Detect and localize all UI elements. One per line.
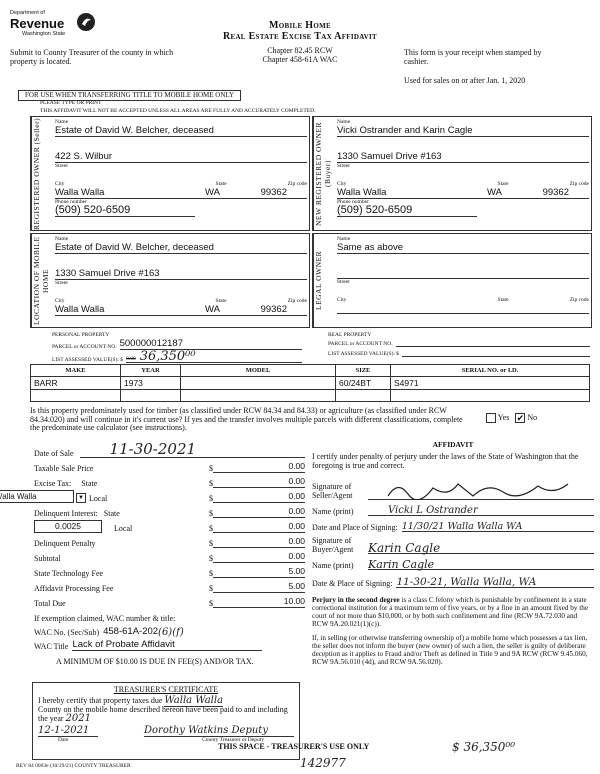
model-cell[interactable]	[181, 377, 336, 390]
size-cell[interactable]: 60/24BT	[336, 377, 391, 390]
buyer-state-label: State	[497, 181, 509, 187]
affidavit-section	[312, 440, 594, 666]
transfer-banner: FOR USE WHEN TRANSFERRING TITLE TO MOBILE HOME ONLY	[18, 90, 241, 101]
wac-title[interactable]: Lack of Probate Affidavit	[72, 639, 262, 651]
treasurer-use-label: THIS SPACE - TREASURER'S USE ONLY	[218, 742, 370, 751]
receipt-number: 142977	[300, 756, 346, 770]
treasurer-line2: County on the mobile home described hereon have been paid to and including the year	[38, 705, 288, 723]
make-cell[interactable]	[31, 390, 121, 402]
real-assessed-label: LIST ASSESSED VALUE(S): $	[328, 351, 400, 357]
total-due[interactable]: 10.00	[213, 596, 305, 608]
delinq-local-label: Local	[114, 524, 133, 533]
legal-city-label: City	[337, 297, 347, 303]
table-row	[31, 377, 590, 390]
dollar-1: $	[209, 464, 213, 473]
legal-owner-section	[312, 233, 592, 328]
form-title-1: Mobile Home	[269, 20, 331, 31]
treasurer-date: 12-1-2021	[38, 725, 98, 737]
buyer-sig-label: Signature of Buyer/Agent	[312, 536, 354, 554]
dor-logo	[8, 8, 100, 44]
seller-name[interactable]: Estate of David W. Belcher, deceased	[55, 125, 307, 137]
delinq-interest-label: Delinquent Interest:	[34, 509, 98, 518]
buyer-street[interactable]: 1330 Samuel Drive #163	[337, 151, 589, 163]
real-assessed-input[interactable]	[402, 348, 590, 357]
delinq-state-label: State	[103, 509, 120, 518]
seller-side-label: REGISTERED OWNER (Seller)	[31, 117, 53, 230]
location-street-label: Street	[55, 280, 68, 286]
buyer-side-label: NEW REGISTERED OWNER (Buyer)	[313, 117, 335, 230]
yes-checkbox[interactable]	[486, 413, 496, 423]
real-parcel-input[interactable]	[396, 338, 590, 347]
print-note: PLEASE TYPE OR PRINT	[40, 100, 102, 106]
chapter-1: Chapter 82.45 RCW	[267, 46, 333, 55]
mobile-home-table	[30, 364, 590, 402]
location-zip[interactable]: 99362	[260, 304, 287, 315]
treasurer-line1: I hereby certify that property taxes due	[38, 696, 163, 705]
personal-property-parcel	[52, 332, 302, 363]
real-property-label: REAL PROPERTY	[328, 332, 372, 338]
treasurer-title: TREASURER'S CERTIFICATE	[113, 685, 219, 694]
seller-signature-scribble	[378, 478, 578, 500]
real-parcel-label: PARCEL or ACCOUNT NO.	[328, 341, 393, 347]
dollar-8: $	[209, 569, 213, 578]
year-cell[interactable]: 1973	[121, 377, 181, 390]
buyer-phone-label: Phone number	[337, 199, 369, 205]
subtotal-label: Subtotal	[34, 554, 61, 563]
wac-no-label: WAC No. (Sec/Sub)	[34, 628, 100, 637]
treasurer-signature: Dorothy Watkins Deputy	[144, 725, 294, 737]
wac-title-label: WAC Title	[34, 642, 69, 651]
tax-calculation	[0, 440, 305, 666]
col-make: MAKE	[31, 365, 121, 377]
exemption-label: If exemption claimed, WAC number & title:	[34, 614, 176, 623]
real-property-parcel	[328, 332, 590, 357]
location-street[interactable]: 1330 Samuel Drive #163	[55, 268, 307, 280]
buyer-section	[312, 116, 592, 231]
location-state-label: State	[215, 298, 227, 304]
serial-cell[interactable]: S4971	[391, 377, 590, 390]
seller-zip-label: Zip code	[287, 181, 307, 187]
col-year: YEAR	[121, 365, 181, 377]
logo-line3: Washington State	[22, 31, 66, 37]
dollar-7: $	[209, 554, 213, 563]
wac-number[interactable]: 458-61A-202	[103, 626, 159, 637]
affidavit-fee[interactable]: 5.00	[213, 581, 305, 593]
treasurer-county: Walla Walla	[164, 695, 224, 706]
date-of-sale[interactable]: 11-30-2021	[80, 441, 305, 458]
perjury-text: is a class C felony which is punishable by confinement in a state correctional institution for a maximum term of five years, or by a fine in an amount fixed by the court of not more than $10,000, or by both such confinement and fine (RCW 9A.72.030 and RCW 9A.20.021(1)(c)).	[312, 596, 589, 628]
no-checkbox[interactable]: ✔	[516, 413, 525, 424]
dollar-3: $	[209, 494, 213, 503]
rate-input[interactable]: 0.0025	[34, 520, 102, 533]
table-row	[31, 390, 590, 402]
legal-state-label: State	[497, 297, 509, 303]
location-name-label: Name	[55, 236, 69, 242]
buyer-city[interactable]: Walla Walla	[337, 187, 387, 198]
date-of-sale-label: Date of Sale	[34, 449, 74, 458]
accept-note: THIS AFFIDAVIT WILL NOT BE ACCEPTED UNLESS ALL AREAS ARE FULLY AND ACCURATELY COMPLETED.	[40, 108, 316, 114]
affidavit-title: AFFIDAVIT	[432, 440, 474, 449]
legal-name[interactable]: Same as above	[337, 242, 589, 254]
total-due-label: Total Due	[34, 599, 66, 608]
location-city[interactable]: Walla Walla	[55, 304, 105, 315]
submit-note: Submit to County Treasurer of the county in which property is located.	[10, 48, 174, 66]
delinq-local[interactable]: 0.00	[213, 521, 305, 533]
receipt-note: This form is your receipt when stamped by cashier.	[404, 48, 542, 66]
tech-fee-label: State Technology Fee	[34, 569, 104, 578]
seller-zip[interactable]: 99362	[260, 187, 287, 198]
buyer-print-name[interactable]: Karin Cagle	[368, 560, 594, 570]
buyer-signature[interactable]: Karin Cagle	[368, 544, 594, 554]
chapter-2: Chapter 458-61A WAC	[262, 55, 338, 64]
used-for-note: Used for sales on or after Jan. 1, 2020	[404, 76, 526, 85]
location-zip-label: Zip code	[287, 298, 307, 304]
affidavit-certify: I certify under penalty of perjury under the laws of the State of Washington that the foregoing is true and correct.	[312, 452, 579, 470]
seller-city-label: City	[55, 181, 65, 187]
year-cell[interactable]	[121, 390, 181, 402]
excise-local[interactable]: 0.00	[213, 491, 305, 503]
buyer-street-label: Street	[337, 163, 350, 169]
seller-street-label: Street	[55, 163, 68, 169]
buyer-state[interactable]: WA	[487, 187, 502, 198]
parcel-label: PARCEL or ACCOUNT NO.	[52, 344, 117, 350]
seller-city[interactable]: Walla Walla	[55, 187, 105, 198]
penalty-label: Delinquent Penalty	[34, 539, 96, 548]
seller-print-name[interactable]: Vicki L Ostrander	[368, 506, 594, 516]
make-cell[interactable]: BARR	[31, 377, 121, 390]
seller-date-label: Date and Place of Signing:	[312, 523, 398, 532]
dollar-5: $	[209, 524, 213, 533]
seller-state[interactable]: WA	[205, 187, 220, 198]
location-side-label: LOCATION OF MOBILE HOME	[31, 234, 53, 327]
county-dropdown-icon[interactable]: ▼	[76, 493, 86, 503]
parcel-number[interactable]: 500000012187	[120, 338, 302, 350]
legal-street-label: Street	[337, 279, 350, 285]
excise-local-label: Local	[89, 494, 108, 503]
affidavit-fee-label: Affidavit Processing Fee	[34, 584, 114, 593]
tech-fee[interactable]: 5.00	[213, 566, 305, 578]
seller-date-place[interactable]: 11/30/21 Walla Walla WA	[402, 522, 594, 532]
excise-tax-label: Excise Tax:	[34, 479, 72, 488]
buyer-zip-label: Zip code	[569, 181, 589, 187]
buyer-city-label: City	[337, 181, 347, 187]
seller-print-label: Name (print)	[312, 507, 354, 516]
col-serial: SERIAL NO. or I.D.	[391, 365, 590, 377]
dollar-4: $	[209, 509, 213, 518]
seller-sig-label: Signature of Seller/Agent	[312, 482, 353, 500]
form-number: REV 84 0003e (10/29/21) COUNTY TREASURER	[16, 763, 131, 769]
dollar-9: $	[209, 584, 213, 593]
perjury-bold: Perjury in the second degree	[312, 596, 400, 604]
seller-section	[30, 116, 310, 231]
penalty[interactable]: 0.00	[213, 536, 305, 548]
buyer-name[interactable]: Vicki Ostrander and Karin Cagle	[337, 125, 589, 137]
wa-logo-icon	[76, 12, 96, 32]
personal-property-label: PERSONAL PROPERTY	[52, 332, 110, 338]
serial-cell[interactable]	[391, 390, 590, 402]
size-cell[interactable]	[336, 390, 391, 402]
dollar-10: $	[209, 599, 213, 608]
subtotal[interactable]: 0.00	[213, 551, 305, 563]
wac-number-handwritten: (6)(f)	[158, 627, 184, 638]
seller-street[interactable]: 422 S. Wilbur	[55, 151, 307, 163]
no-label: No	[527, 413, 538, 422]
legal-side-label: LEGAL OWNER	[313, 234, 335, 327]
seller-state-label: State	[215, 181, 227, 187]
seller-signature[interactable]	[368, 478, 594, 500]
taxable-price-label: Taxable Sale Price	[34, 464, 94, 473]
logo-line2: Revenue	[10, 16, 65, 31]
buyer-date-label: Date & Place of Signing:	[312, 579, 393, 588]
dollar-6: $	[209, 539, 213, 548]
timber-question: Is this property predominately used for timber (as classified under RCW 84.34 and 84.33) or agriculture (as classified under RCW 84.34.020) and will continue in it's current use? If yes and the transfer involves multiple parcels with different classifications, complete the predominate use calculator (see instructions).	[30, 406, 463, 432]
buyer-phone[interactable]: (509) 520-6509	[337, 205, 477, 217]
delinq-state[interactable]: 0.00	[213, 506, 305, 518]
model-cell[interactable]	[181, 390, 336, 402]
form-title-2: Real Estate Excise Tax Affidavit	[222, 31, 378, 42]
lien-warning: If, in selling (or otherwise transferring ownership of) a mobile home which possesses a tax lien, the seller does not inform the buyer (new owner) of such a lien, the seller is guilty of deliberate deception as it applies to Fraud and/or Theft as defined in Title 9 and 9A RCW (RCW 9.45.060, RCW 9A.56.010 (4d), and RCW 9A.56.020).	[312, 634, 588, 666]
assessed-struck: 0.00	[126, 356, 136, 362]
location-state[interactable]: WA	[205, 304, 220, 315]
assessed-handwritten[interactable]: 36,350⁰⁰	[139, 349, 196, 364]
buyer-date-place[interactable]: 11-30-21, Walla Walla, WA	[396, 578, 594, 588]
logo-line1: Department of	[10, 10, 45, 16]
taxable-price[interactable]: 0.00	[213, 461, 305, 473]
location-name[interactable]: Estate of David W. Belcher, deceased	[55, 242, 307, 254]
treasurer-sig-label: County Treasurer or Deputy	[202, 737, 264, 743]
receipt-amount: $ 36,350⁰⁰	[452, 740, 516, 754]
location-city-label: City	[55, 298, 65, 304]
location-section	[30, 233, 310, 328]
buyer-print-label: Name (print)	[312, 561, 354, 570]
col-model: MODEL	[181, 365, 336, 377]
buyer-name-label: Name	[337, 119, 351, 125]
seller-phone[interactable]: (509) 520-6509	[55, 205, 195, 217]
excise-state-label: State	[81, 479, 98, 488]
excise-state[interactable]: 0.00	[213, 476, 305, 488]
legal-zip-label: Zip code	[569, 297, 589, 303]
legal-name-label: Name	[337, 236, 351, 242]
treasurer-year: 2021	[65, 713, 91, 724]
col-size: SIZE	[336, 365, 391, 377]
dollar-2: $	[209, 479, 213, 488]
county-select[interactable]: /alla Walla	[0, 490, 74, 503]
buyer-zip[interactable]: 99362	[542, 187, 569, 198]
seller-name-label: Name	[55, 119, 69, 125]
seller-phone-label: Phone number	[55, 199, 87, 205]
assessed-label: LIST ASSESSED VALUE(S): $	[52, 357, 124, 363]
minimum-note: A MINIMUM OF $10.00 IS DUE IN FEE(S) AND/OR TAX.	[56, 657, 254, 666]
treasurer-date-label: Date	[58, 737, 69, 743]
yes-label: Yes	[497, 413, 510, 422]
